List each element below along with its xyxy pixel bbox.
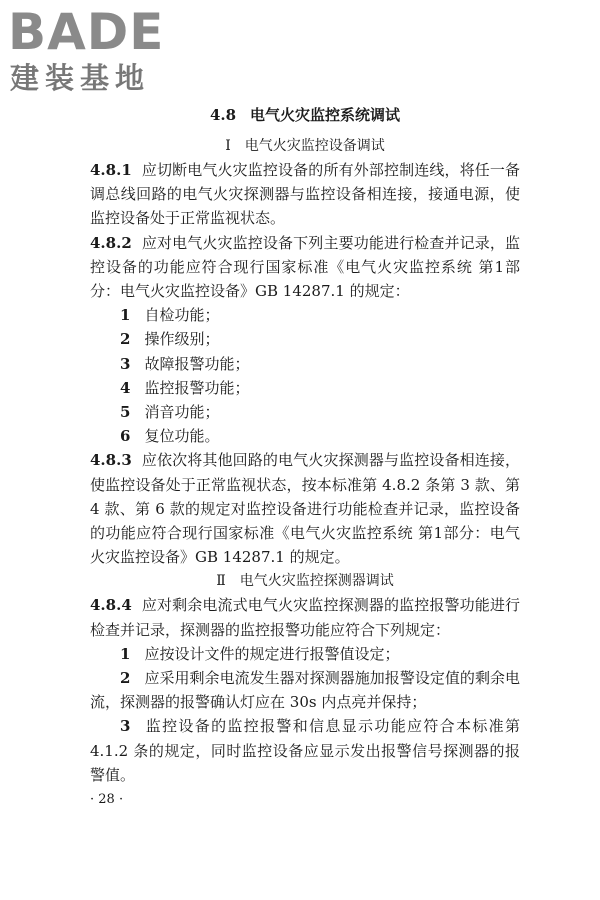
clause-number: 4.8.4: [90, 596, 132, 615]
item-number: 4: [120, 378, 131, 397]
item-text: 操作级别；: [144, 330, 220, 349]
subsection-roman-2: Ⅱ: [216, 573, 226, 590]
list-item: [90, 352, 520, 376]
list-item: [90, 327, 520, 351]
item-text: 消音功能；: [144, 403, 220, 422]
item-text: 自检功能；: [144, 306, 220, 325]
item-text: 复位功能。: [144, 427, 220, 446]
clause-text: 应切断电气火灾监控设备的所有外部控制连线，将任一备调总线回路的电气火灾探测器与监控设备相连接，接通电源，使监控设备处于正常监视状态。: [90, 161, 520, 228]
clause-text: 应对剩余电流式电气火灾监控探测器的监控报警功能进行检查并记录，探测器的监控报警功能应符合下列规定：: [90, 596, 520, 639]
clause-number: 4.8.1: [90, 161, 132, 179]
clause-number: 4.8.3: [90, 451, 132, 470]
subsection-title-1: 电气火灾监控设备调试: [244, 138, 385, 154]
item-text: 监控设备的监控报警和信息显示功能应符合本标准第 4.1.2 条的规定，同时监控设备应显示发出报警信号探测器的报警值。: [90, 717, 520, 784]
item-number: 2: [120, 330, 131, 349]
item-number: 5: [120, 403, 131, 422]
list-item: [90, 714, 520, 787]
item-text: 应按设计文件的规定进行报警值设定；: [144, 644, 400, 663]
section-title: 电气火灾监控系统调试: [250, 106, 401, 124]
item-number: 3: [120, 717, 131, 736]
item-number: 3: [120, 354, 131, 373]
list-item: [90, 666, 520, 714]
subsection-heading-2: [90, 569, 520, 593]
clause-text: 应对电气火灾监控设备下列主要功能进行检查并记录，监控设备的功能应符合现行国家标准《电气火灾监控系统 第1部分：电气火灾监控设备》GB 14287.1 的规定：: [90, 233, 520, 301]
clause-4-8-2: [90, 231, 520, 304]
subsection-title-2: 电气火灾监控探测器调试: [239, 573, 394, 590]
item-number: 6: [120, 427, 131, 446]
subsection-heading-1: [90, 134, 520, 158]
section-number: 4.8: [209, 106, 237, 124]
section-heading: [90, 100, 520, 130]
list-item: [90, 642, 520, 666]
clause-number: 4.8.2: [90, 233, 132, 252]
clause-text: 应依次将其他回路的电气火灾探测器与监控设备相连接，使监控设备处于正常监视状态，按本标准第 4.8.2 条第 3 款、第 4 款、第 6 款的规定对监控设备进行功能检查并记录，监控设备的功能应符合现行国家标准《电气火灾监控系统 第1部分：电气火灾监控设备》GB 14287.1 的规定。: [90, 451, 520, 567]
document-page: [90, 100, 520, 787]
watermark-brand: BADE: [8, 3, 165, 61]
page-number: · 28 ·: [90, 792, 124, 807]
subsection-roman-1: Ⅰ: [225, 138, 231, 154]
item-number: 2: [120, 669, 131, 688]
list-item: [90, 303, 520, 327]
item-text: 监控报警功能；: [144, 378, 250, 397]
watermark-logo: [8, 4, 178, 96]
item-number: 1: [120, 644, 131, 663]
item-text: 故障报警功能；: [144, 354, 250, 373]
list-item: [90, 376, 520, 400]
clause-4-8-3: [90, 448, 520, 569]
item-text: 应采用剩余电流发生器对探测器施加报警设定值的剩余电流，探测器的报警确认灯应在 30s 内点亮并保持；: [90, 669, 520, 712]
clause-4-8-1: [90, 158, 520, 231]
list-item: [90, 400, 520, 424]
item-number: 1: [120, 306, 131, 325]
list-item: [90, 424, 520, 448]
watermark-subtitle: 建装基地: [10, 61, 151, 95]
clause-4-8-4: [90, 593, 520, 641]
